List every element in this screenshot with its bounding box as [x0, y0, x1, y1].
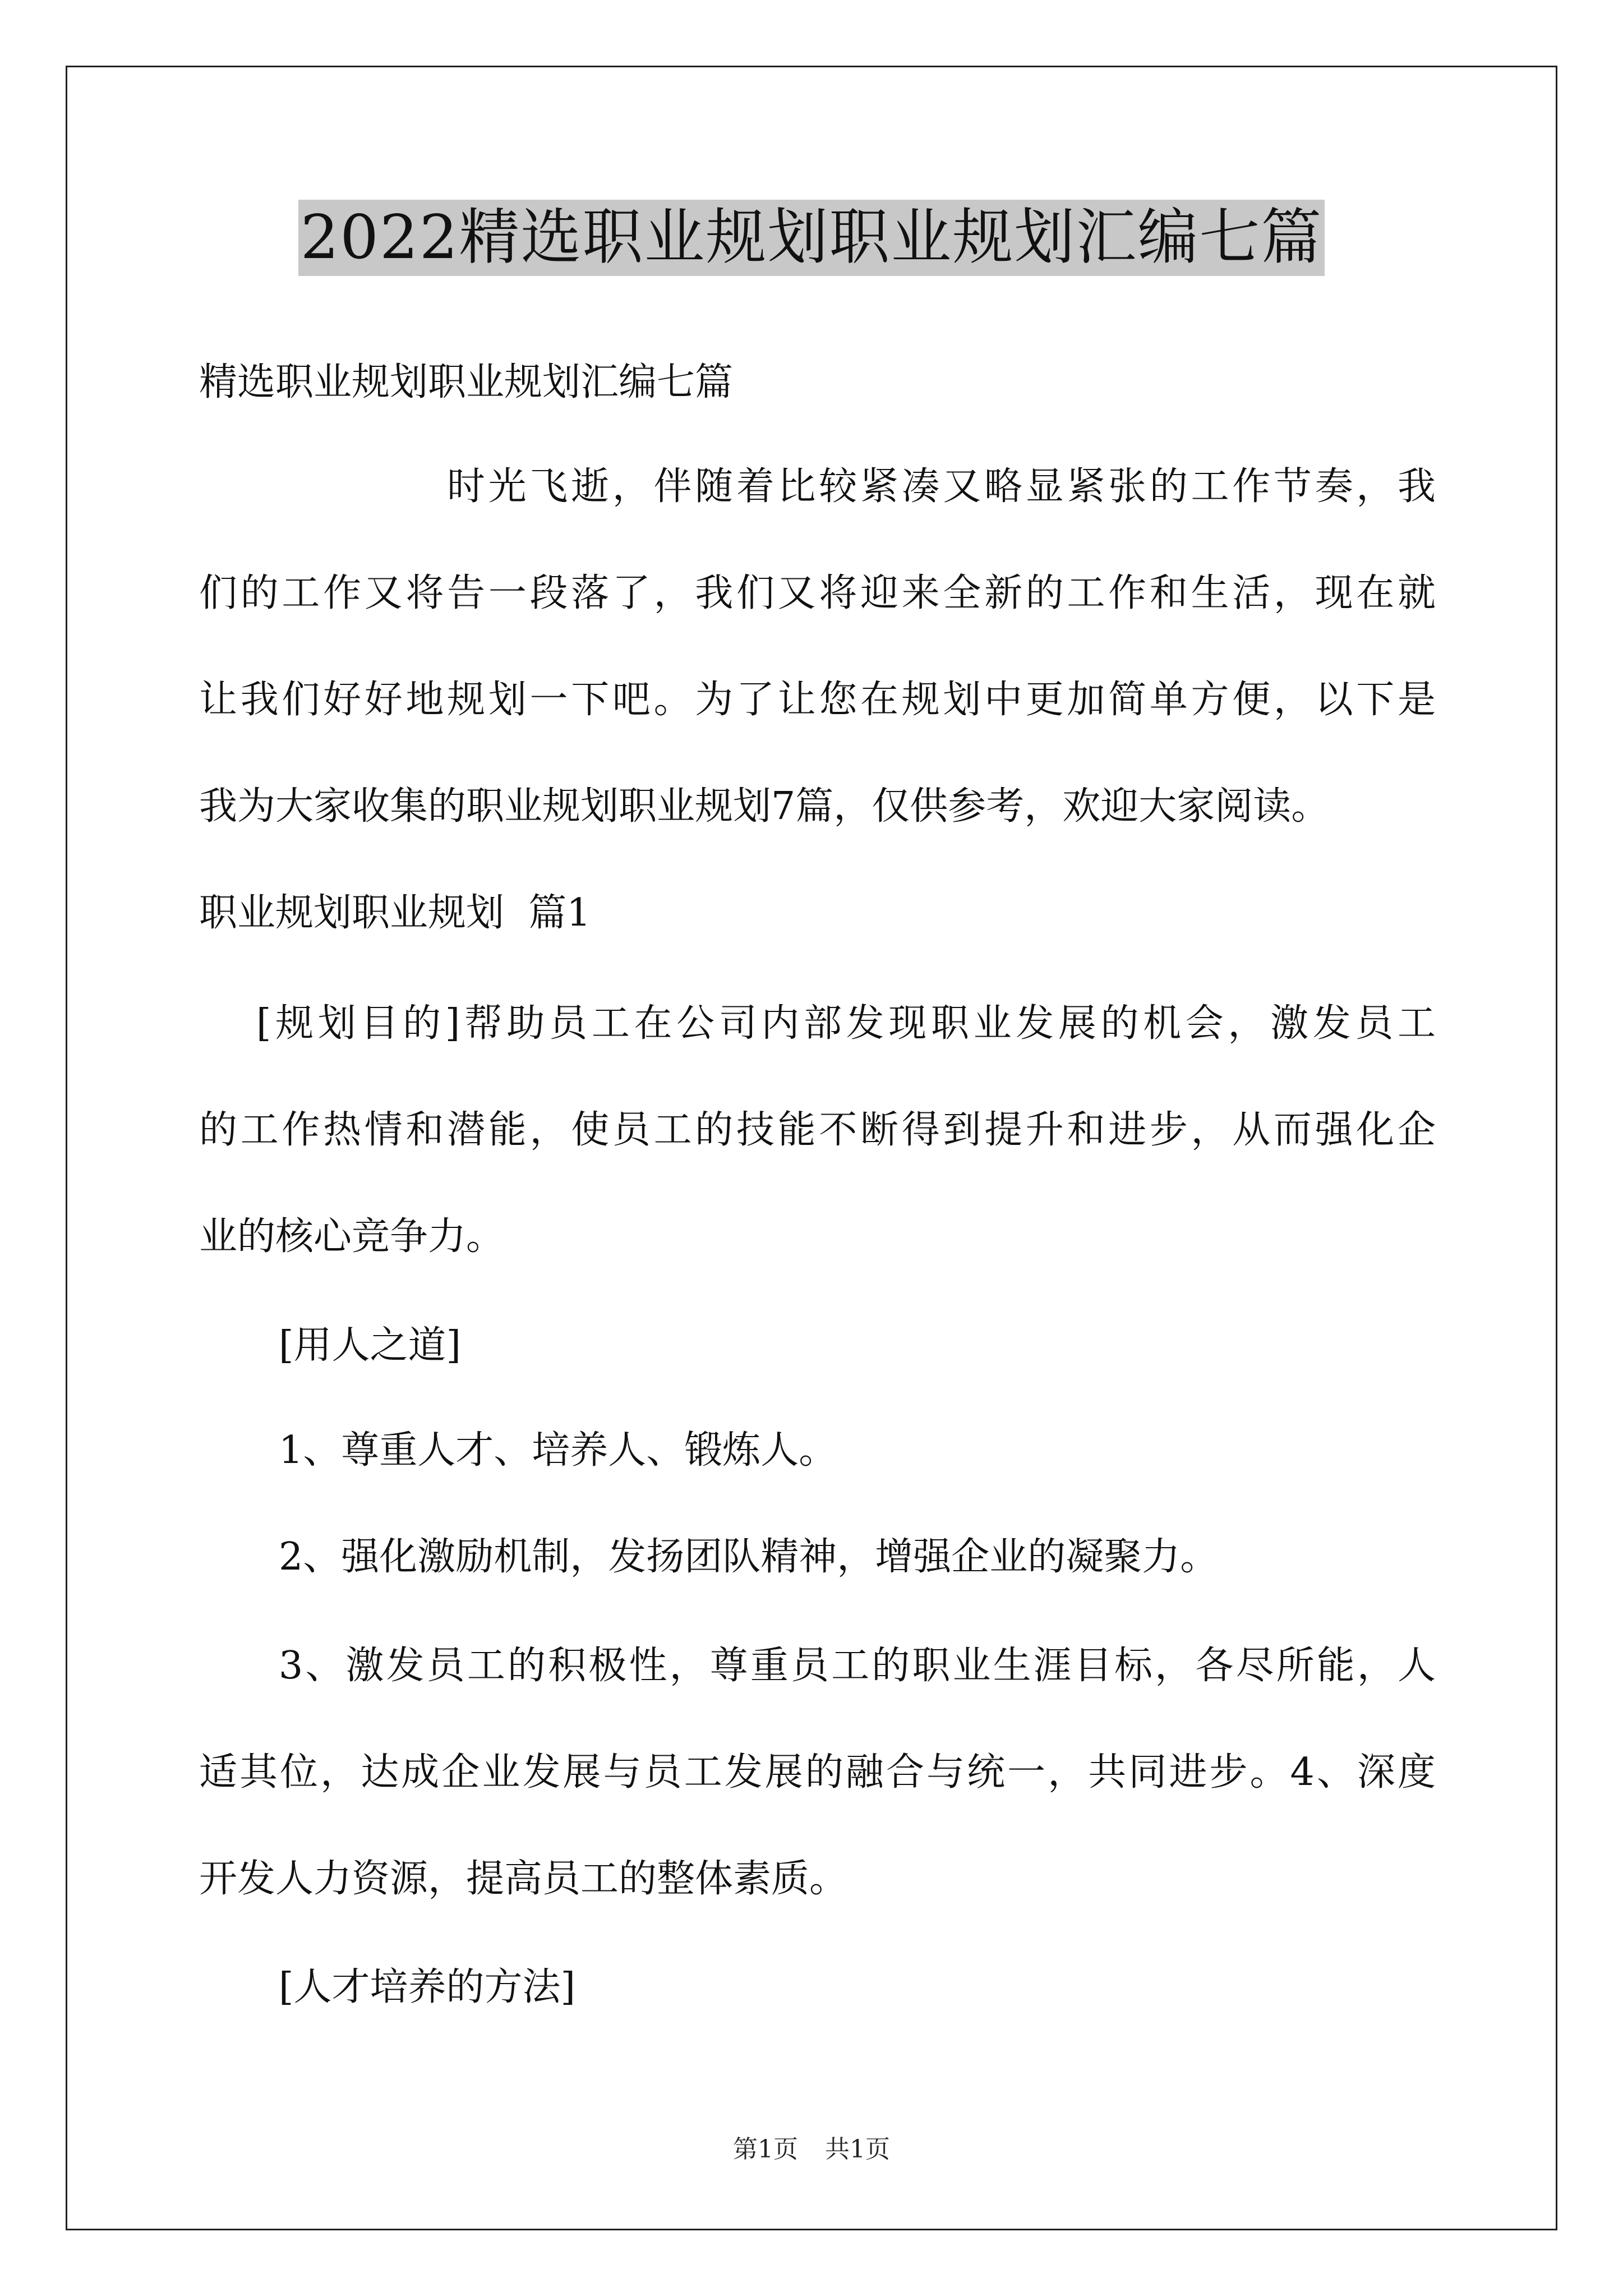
purpose-line-3: 业的核心竞争力。	[199, 1214, 505, 1259]
document-title: 2022精选职业规划职业规划汇编七篇	[298, 200, 1325, 276]
training-heading: [人才培养的方法]	[279, 1965, 576, 2009]
principle-heading: [用人之道]	[279, 1323, 462, 1368]
title-container	[0, 200, 1623, 276]
intro-line-3: 让我们好好地规划一下吧。为了让您在规划中更加简单方便，以下是	[199, 678, 1436, 722]
purpose-line-2: 的工作热情和潜能，使员工的技能不断得到提升和进步，从而强化企	[199, 1108, 1436, 1152]
list-item-3-line-2: 适其位，达成企业发展与员工发展的融合与统一，共同进步。4、深度	[199, 1750, 1436, 1795]
page-number: 第1页	[733, 2135, 798, 2164]
list-item-1: 1、尊重人才、培养人、锻炼人。	[279, 1428, 837, 1473]
intro-line-1: 时光飞逝，伴随着比较紧凑又略显紧张的工作节奏，我	[447, 464, 1436, 509]
page-footer	[0, 2134, 1623, 2165]
page-total: 共1页	[825, 2135, 890, 2164]
intro-line-2: 们的工作又将告一段落了，我们又将迎来全新的工作和生活，现在就	[199, 571, 1436, 615]
intro-line-4: 我为大家收集的职业规划职业规划7篇，仅供参考，欢迎大家阅读。	[199, 784, 1330, 829]
section-heading: 职业规划职业规划 篇1	[199, 891, 591, 935]
list-item-2: 2、强化激励机制，发扬团队精神，增强企业的凝聚力。	[279, 1535, 1219, 1579]
list-item-3-line-1: 3、激发员工的积极性，尊重员工的职业生涯目标，各尽所能，人	[279, 1644, 1436, 1688]
document-subtitle: 精选职业规划职业规划汇编七篇	[199, 360, 734, 404]
list-item-3-line-3: 开发人力资源，提高员工的整体素质。	[199, 1857, 848, 1901]
purpose-line-1: [规划目的]帮助员工在公司内部发现职业发展的机会，激发员工	[256, 1001, 1436, 1046]
